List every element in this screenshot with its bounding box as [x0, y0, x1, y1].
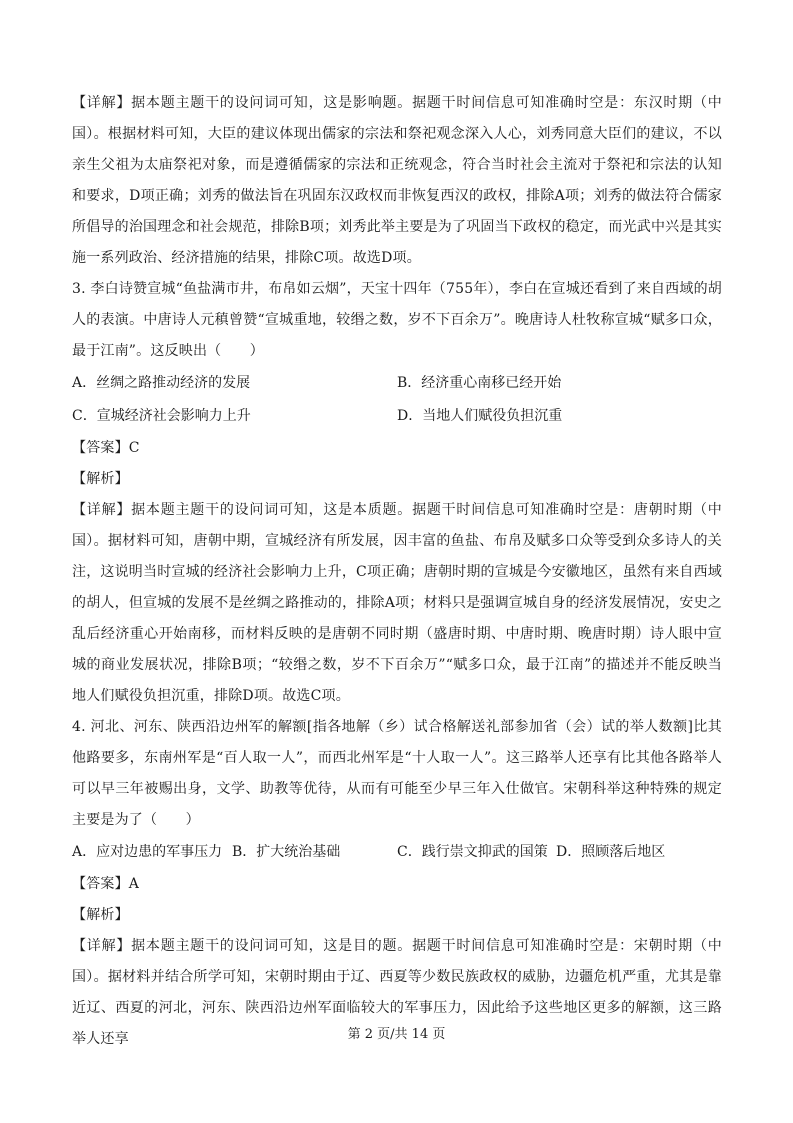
content-column — [72, 88, 722, 1055]
question-3-option-c[interactable]: C．宣城经济社会影响力上升 — [72, 408, 251, 424]
detail-paragraph-q2: 【详解】据本题主题干的设问词可知，这是影响题。据题干时间信息可知准确时空是：东汉时期（中国）。根据材料可知，大臣的建议体现出儒家的宗法和祭祀观念深入人心，刘秀同意大臣们的建议，不以亲生父祖为太庙祭祀对象，而是遵循儒家的宗法和正统观念，符合当时社会主流对于祭祀和宗法的认知和要求，D项正确；刘秀的做法旨在巩固东汉政权而非恢复西汉的政权，排除A项；刘秀的做法符合儒家所倡导的治国理念和社会规范，排除B项；刘秀此举主要是为了巩固当下政权的稳定，而光武中兴是其实施一系列政治、经济措施的结果，排除C项。故选D项。 — [72, 95, 722, 266]
question-4-detail: 【详解】据本题主题干的设问词可知，这是目的题。据题干时间信息可知准确时空是：宋朝时期（中国）。据材料并结合所学可知，宋朝时期由于辽、西夏等少数民族政权的威胁，边疆危机严重，尤其是靠近辽、西夏的河北，河东、陕西沿边州军面临较大的军事压力，因此给予这些地区更多的解额，这三路举人还享 — [72, 938, 722, 1047]
question-3-analysis-label: 【解析】 — [72, 471, 129, 487]
question-4-stem: 4. 河北、河东、陕西沿边州军的解额[指各地解（乡）试合格解送礼部参加省（会）试的举人数额]比其他路要多，东南州军是“百人取一人”，而西北州军是“十人取一人”。这三路举人还享有比其他各路举人可以早三年被赐出身，文学、助教等优待，从而有可能至少早三年入仕做官。宋朝科举这种特殊的规定主要是为了（ ） — [72, 719, 722, 828]
question-3-option-b[interactable]: B．经济重心南移已经开始 — [397, 375, 562, 391]
question-4-answer: 【答案】A — [72, 876, 140, 892]
question-3-detail: 【详解】据本题主题干的设问词可知，这是本质题。据题干时间信息可知准确时空是：唐朝时期（中国）。据材料可知，唐朝中期，宣城经济有所发展，因丰富的鱼盐、布帛及赋多口众等受到众多诗人的关注，这说明当时宣城的经济社会影响力上升，C项正确；唐朝时期的宣城是今安徽地区，虽然有来自西域的胡人，但宣城的发展不是丝绸之路推动的，排除A项；材料只是强调宣城自身的经济发展情况，安史之乱后经济重心开始南移，而材料反映的是唐朝不同时期（盛唐时期、中唐时期、晚唐时期）诗人眼中宣城的商业发展状况，排除B项；“较缗之数，岁不下百余万”“赋多口众，最于江南”的描述并不能反映当地人们赋役负担沉重，排除D项。故选C项。 — [72, 502, 722, 704]
question-3-options-row-1 — [72, 367, 722, 400]
question-3-option-d[interactable]: D．当地人们赋役负担沉重 — [397, 408, 563, 424]
question-3-options-row-2 — [72, 400, 722, 433]
page-footer: 第 2 页/共 14 页 — [347, 1027, 446, 1042]
question-4-option-b[interactable]: B．扩大统治基础 — [232, 844, 341, 860]
question-4-options-row — [72, 836, 722, 869]
question-4-analysis-label: 【解析】 — [72, 907, 129, 923]
question-4-option-d[interactable]: D．照顾落后地区 — [556, 844, 666, 860]
question-3-option-a[interactable]: A．丝绸之路推动经济的发展 — [72, 375, 251, 391]
question-4-option-a[interactable]: A．应对边患的军事压力 — [72, 844, 223, 860]
question-4-option-c[interactable]: C．践行崇文抑武的国策 — [397, 844, 548, 860]
question-3-answer: 【答案】C — [72, 440, 140, 456]
question-3-stem: 3. 李白诗赞宣城“鱼盐满市井，布帛如云烟”，天宝十四年（755年），李白在宣城还看到了来自西域的胡人的表演。中唐诗人元稹曾赞“宣城重地，较缗之数，岁不下百余万”。晚唐诗人杜牧称宣城“赋多口众，最于江南”。这反映出（ ） — [72, 281, 722, 359]
